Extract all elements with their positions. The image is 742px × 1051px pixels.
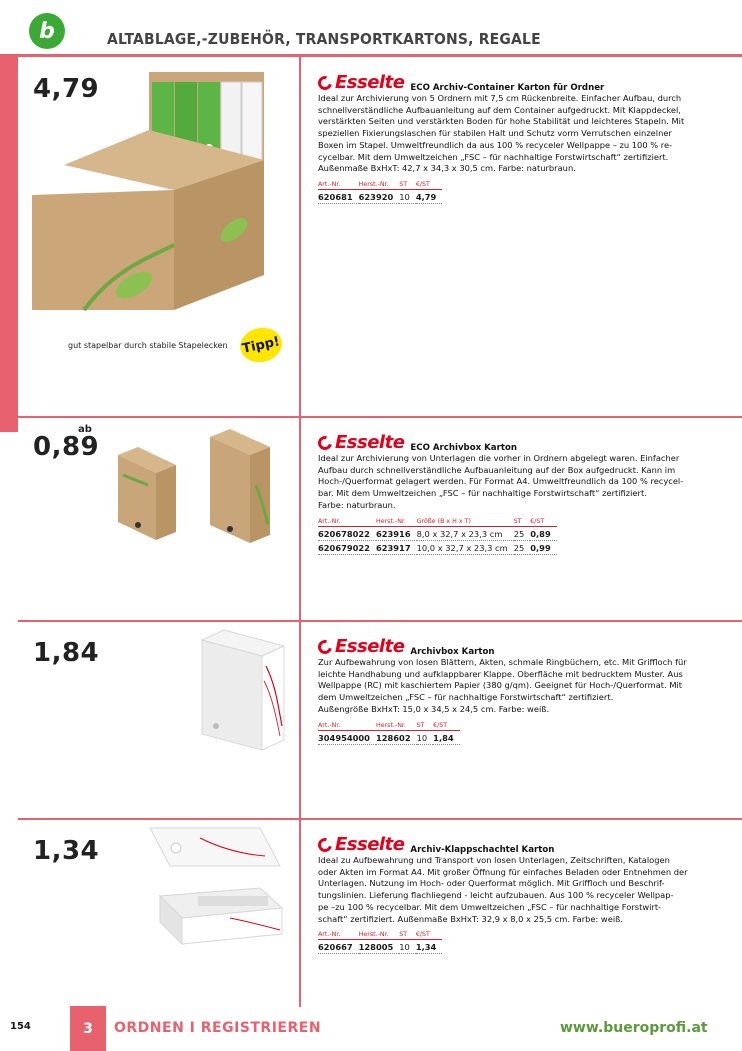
- section-side-bar: [0, 57, 18, 432]
- brand-name: Esselte: [335, 72, 405, 93]
- table-row: [318, 540, 557, 554]
- table-cell: 620681: [318, 189, 359, 203]
- row-divider: [18, 416, 742, 418]
- product-title: ECO Archiv-Container Karton für Ordner: [410, 82, 605, 93]
- brand-name: Esselte: [335, 432, 405, 453]
- col-header: Art.-Nr.: [318, 722, 376, 731]
- product-description: Ideal zu Aufbewahrung und Transport von losen Unterlagen, Zeitschriften, Katalogen oder Akten im Format A4. Mit großer Öffnung für einfaches Beladen oder Entnehmen der Unterlagen. Nutzung im Hoch- oder Querformat möglich. Mit Griffloch und Beschrif- tungslinien. Lieferung flachliegend - leicht aufzubauen. Aus 100 % recyceler Wellpap- pe –zu 100 % recycelbar. Mit dem Umweltzeichen „FSC – für nachhaltige Forstwirt- schaft“ zertifiziert. Außenmaße BxHxT: 32,9 x 8,0 x 25,5 cm. Farbe: weiß.: [318, 855, 688, 924]
- table-cell: 1,84: [433, 730, 459, 744]
- product-block: [318, 432, 690, 555]
- product-price: 0,89: [33, 432, 100, 462]
- table-cell: 623917: [376, 540, 417, 554]
- table-cell: 25: [514, 526, 531, 540]
- product-image-archive-container: [24, 70, 279, 330]
- product-image-archive-box: [118, 425, 290, 550]
- table-cell: 1,34: [416, 940, 442, 954]
- table-cell: 620678022: [318, 526, 376, 540]
- tipp-badge: Tipp!: [237, 324, 285, 366]
- header-divider: [0, 54, 742, 57]
- page-number: 154: [10, 1021, 31, 1032]
- table-row: [318, 189, 442, 203]
- table-cell: 10: [399, 940, 416, 954]
- col-header: ST: [514, 518, 531, 527]
- col-header: Herst.-Nr.: [376, 518, 417, 527]
- product-description: Zur Aufbewahrung von losen Blättern, Akten, schmale Ringbüchern, etc. Mit Griffloch für leichte Handhabung und aufklappbarer Klappe. Oberfläche mit bedrucktem Muster. Aus Wellpappe (RC) mit kaschiertem Papier (380 g/qm). Geeignet für Hoch-/Querformat. Mit dem Umweltzeichen „FSC – für nachhaltige Forstwirtschaft“ zertifiziert. Außengröße BxHxT: 15,0 x 34,5 x 24,5 cm. Farbe: weiß.: [318, 657, 687, 714]
- product-block: [318, 636, 690, 745]
- column-divider: [299, 57, 301, 1007]
- col-header: Herst.-Nr.: [359, 931, 400, 940]
- table-cell: 0,99: [530, 540, 556, 554]
- product-price: 4,79: [33, 74, 100, 104]
- product-price: 1,34: [33, 836, 100, 866]
- table-cell: 623920: [359, 189, 400, 203]
- table-cell: 25: [514, 540, 531, 554]
- product-title: ECO Archivbox Karton: [410, 442, 517, 453]
- table-row: [318, 940, 442, 954]
- col-header: €/ST: [530, 518, 556, 527]
- col-header: ST: [399, 931, 416, 940]
- col-header: Herst.-Nr.: [376, 722, 417, 731]
- esselte-logo-icon: [315, 73, 334, 92]
- row-divider: [18, 818, 742, 820]
- product-block: [318, 834, 690, 954]
- brand-logo: [318, 72, 404, 93]
- spec-table: [318, 518, 557, 555]
- chapter-number: 3: [70, 1006, 106, 1051]
- page-title: ALTABLAGE,-ZUBEHÖR, TRANSPORTKARTONS, REGALE: [107, 30, 541, 48]
- col-header: €/ST: [433, 722, 459, 731]
- product-description: Ideal zur Archivierung von Unterlagen die vorher in Ordnern abgelegt waren. Einfacher Aufbau durch schnellverständliche Aufbauanleitung auf der Box aufgedruckt. Kann im Hoch-/Querformat gelagert werden. Für Format A4. Umweltfreundlich da 100 % recycel- bar. Mit dem Umweltzeichen „FSC – für nachhaltige Forstwirtschaft“ zertifiziert. Farbe: naturbraun.: [318, 453, 684, 510]
- esselte-logo-icon: [315, 433, 334, 452]
- product-image-fold-box: [140, 826, 290, 950]
- spec-table: [318, 722, 460, 745]
- logo-badge: [29, 13, 65, 49]
- product-title: Archiv-Klappschachtel Karton: [410, 844, 555, 855]
- product-block: [318, 72, 690, 204]
- logo-letter: b: [39, 18, 55, 44]
- brand-logo: [318, 636, 404, 657]
- table-cell: 4,79: [416, 189, 442, 203]
- spec-table: [318, 931, 442, 954]
- col-header: Art.-Nr.: [318, 518, 376, 527]
- website-url: www.bueroprofi.at: [560, 1020, 708, 1036]
- col-header: Größe (B x H x T): [417, 518, 514, 527]
- table-cell: 620679022: [318, 540, 376, 554]
- brand-logo: [318, 834, 404, 855]
- row-divider: [18, 620, 742, 622]
- table-cell: 10,0 x 32,7 x 23,3 cm: [417, 540, 514, 554]
- table-cell: 304954000: [318, 730, 376, 744]
- col-header: ST: [399, 181, 416, 190]
- esselte-logo-icon: [315, 835, 334, 854]
- col-header: Art.-Nr.: [318, 931, 359, 940]
- col-header: €/ST: [416, 181, 442, 190]
- col-header: €/ST: [416, 931, 442, 940]
- table-cell: 128602: [376, 730, 417, 744]
- spec-table: [318, 181, 442, 204]
- table-cell: 620667: [318, 940, 359, 954]
- product-image-white-archive-box: [198, 626, 288, 754]
- table-cell: 8,0 x 32,7 x 23,3 cm: [417, 526, 514, 540]
- col-header: Art.-Nr.: [318, 181, 359, 190]
- image-caption: gut stapelbar durch stabile Stapelecken: [68, 341, 228, 350]
- table-cell: 623916: [376, 526, 417, 540]
- price-prefix: ab: [78, 424, 92, 435]
- chapter-title: ORDNEN I REGISTRIEREN: [114, 1020, 322, 1036]
- product-price: 1,84: [33, 638, 100, 668]
- brand-name: Esselte: [335, 834, 405, 855]
- table-row: [318, 526, 557, 540]
- esselte-logo-icon: [315, 637, 334, 656]
- col-header: ST: [417, 722, 434, 731]
- table-cell: 0,89: [530, 526, 556, 540]
- table-row: [318, 730, 460, 744]
- brand-name: Esselte: [335, 636, 405, 657]
- table-cell: 10: [417, 730, 434, 744]
- table-cell: 128005: [359, 940, 400, 954]
- col-header: Herst.-Nr.: [359, 181, 400, 190]
- product-title: Archivbox Karton: [410, 646, 495, 657]
- brand-logo: [318, 432, 404, 453]
- product-description: Ideal zur Archivierung von 5 Ordnern mit 7,5 cm Rückenbreite. Einfacher Aufbau, durch schnellverständliche Aufbauanleitung auf dem Container aufgedruckt. Mit Klappdeckel, verstärkten Seiten und verstärkten Boden für hohe Stabilität und leichteres Stapeln. Mit speziellen Fixierungslaschen für stabilen Halt und Schutz vorm Verrutschen einzelner Boxen im Stapel. Umweltfreundlich da aus 100 % recyceler Wellpappe – zu 100 % re- cycelbar. Mit dem Umweltzeichen „FSC – für nachhaltige Forstwirtschaft“ zertifiziert. Außenmaße BxHxT: 42,7 x 34,3 x 30,5 cm. Farbe: naturbraun.: [318, 93, 685, 174]
- table-cell: 10: [399, 189, 416, 203]
